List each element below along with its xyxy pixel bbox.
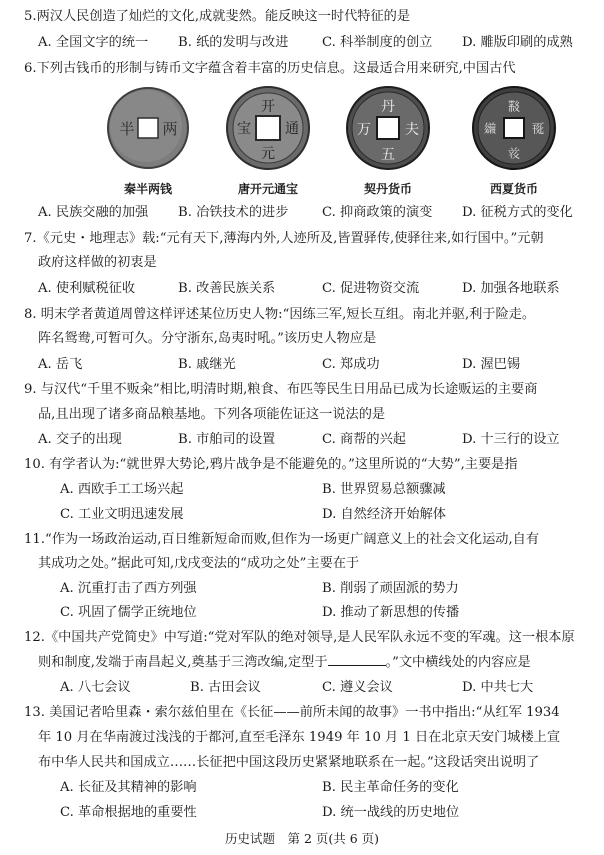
coin-tang-glyph-bottom: 元 [261, 146, 275, 162]
q8-option-a: A. 岳飞 [38, 357, 83, 372]
q12-option-d: D. 中共七大 [462, 680, 534, 695]
coin-xia-glyph-left: 𗫠 [483, 122, 497, 137]
q10-option-d: D. 自然经济开始解体 [322, 507, 446, 522]
q12-answer-blank [328, 653, 386, 666]
coin-xia-caption: 西夏货币 [489, 182, 538, 196]
coin-tang-kaiyuan-image [218, 76, 318, 180]
q13-option-c: C. 革命根据地的重要性 [60, 805, 197, 820]
coin-western-xia [464, 76, 564, 196]
q10-option-a: A. 西欧手工工场兴起 [60, 482, 184, 497]
coin-xia-glyph-top: 𘜶 [507, 100, 521, 115]
q5-option-c: C. 科举制度的创立 [322, 35, 433, 50]
q5-stem: 5.两汉人民创造了灿烂的文化,成就斐然。能反映这一时代特征的是 [24, 9, 411, 24]
coin-qin-glyph-left: 半 [119, 120, 135, 138]
q11-option-a: A. 沉重打击了西方列强 [60, 581, 197, 596]
q12-stem-line1: 12.《中国共产党简史》中写道:“党对军队的绝对领导,是人民军队永远不变的军魂。这一根本原 [24, 630, 575, 645]
q13-stem-line1: 13. 美国记者哈里森・索尔兹伯里在《长征——前所未闻的故事》一书中指出:“从红军 1934 [24, 705, 560, 720]
coin-tang-glyph-left: 宝 [237, 121, 251, 137]
coin-khitan-glyph-top: 丹 [381, 99, 395, 115]
q9-stem-line1: 9. 与汉代“千里不贩籴”相比,明清时期,粮食、布匹等民生日用品已成为长途贩运的主要商 [24, 382, 538, 397]
coin-western-xia-image [464, 76, 564, 180]
q7-stem-line1: 7.《元史・地理志》载:“元有天下,薄海内外,人迹所及,皆置驿传,使驿往来,如行国中。”元朝 [24, 231, 544, 246]
q5-option-a: A. 全国文字的统一 [38, 35, 149, 50]
q10-option-c: C. 工业文明迅速发展 [60, 507, 184, 522]
q12-option-a: A. 八七会议 [60, 680, 131, 695]
q11-option-b: B. 削弱了顽固派的势力 [322, 581, 459, 596]
coin-qin-caption: 秦半两钱 [123, 182, 172, 196]
q12-option-b: B. 古田会议 [190, 680, 261, 695]
coin-qin-banliang-image [98, 76, 198, 180]
coin-tang-caption: 唐开元通宝 [237, 182, 298, 196]
q11-option-c: C. 巩固了儒学正统地位 [60, 605, 197, 620]
coin-tang-glyph-right: 通 [285, 121, 299, 137]
q13-option-a: A. 长征及其精神的影响 [60, 780, 197, 795]
q6-option-b: B. 冶铁技术的进步 [178, 205, 289, 220]
q9-option-d: D. 十三行的设立 [462, 432, 560, 447]
q8-stem-line2: 阵名鸳鸯,可暂可久。分守浙东,岛夷时吼。”该历史人物应是 [38, 331, 377, 346]
coin-khitan-glyph-left: 万 [357, 122, 371, 138]
coin-qin-banliang [98, 76, 198, 196]
q13-stem-line3: 布中华人民共和国成立……长征把中国这段历史紧紧地联系在一起。”这段话突出说明了 [38, 755, 540, 770]
q11-option-d: D. 推动了新思想的传播 [322, 605, 460, 620]
coin-xia-glyph-bottom: 𘝞 [507, 147, 521, 162]
q8-option-c: C. 郑成功 [322, 357, 380, 372]
q5-option-d: D. 雕版印刷的成熟 [462, 35, 573, 50]
page-footer: 历史试题 第 2 页(共 6 页) [224, 831, 380, 846]
q12-stem-line2-before: 则和制度,发端于南昌起义,奠基于三湾改编,定型于 [38, 655, 328, 670]
q13-option-b: B. 民主革命任务的变化 [322, 780, 459, 795]
coin-qin-glyph-right: 两 [162, 120, 178, 138]
q9-option-b: B. 市舶司的设置 [178, 432, 276, 447]
q7-option-c: C. 促进物资交流 [322, 281, 420, 296]
q7-option-a: A. 使利赋税征收 [38, 281, 136, 296]
q12-option-c: C. 遵义会议 [322, 680, 393, 695]
coin-khitan-caption: 契丹货币 [363, 182, 412, 196]
q5-option-b: B. 纸的发明与改进 [178, 35, 289, 50]
q9-option-a: A. 交子的出现 [38, 432, 122, 447]
coin-xia-glyph-right: 𗀔 [531, 122, 545, 137]
q8-stem-line1: 8. 明末学者黄道周曾这样评述某位历史人物:“因练三军,短长互组。南北并驱,利于险走。 [24, 307, 536, 322]
coin-khitan-glyph-bottom: 五 [381, 147, 395, 163]
q8-option-b: B. 戚继光 [178, 357, 236, 372]
coin-figure [0, 76, 604, 196]
coin-khitan-image [338, 76, 438, 180]
q8-option-d: D. 渥巴锡 [462, 357, 521, 372]
q9-stem-line2: 品,且出现了诸多商品粮基地。下列各项能佐证这一说法的是 [38, 407, 386, 422]
coin-tang-kaiyuan [218, 76, 318, 196]
q6-stem: 6.下列古钱币的形制与铸币文字蕴含着丰富的历史信息。这最适合用来研究,中国古代 [24, 61, 516, 76]
coin-tang-glyph-top: 开 [261, 99, 275, 115]
q13-option-d: D. 统一战线的历史地位 [322, 805, 460, 820]
q11-stem-line1: 11.“作为一场政治运动,百日维新短命而败,但作为一场更广阔意义上的社会文化运动,自有 [24, 532, 540, 547]
q6-option-a: A. 民族交融的加强 [38, 205, 149, 220]
q12-stem-line2-after: 。”文中横线处的内容应是 [385, 655, 531, 670]
coin-khitan [338, 76, 438, 196]
coin-khitan-glyph-right: 夫 [405, 122, 419, 138]
q7-stem-line2: 政府这样做的初衷是 [38, 255, 157, 270]
q10-stem: 10. 有学者认为:“就世界大势论,鸦片战争是不能避免的。”这里所说的“大势”,主要是指 [24, 457, 518, 472]
q6-option-d: D. 征税方式的变化 [462, 205, 573, 220]
q10-option-b: B. 世界贸易总额骤减 [322, 482, 446, 497]
q12-stem-line2 [38, 653, 531, 673]
q7-option-d: D. 加强各地联系 [462, 281, 560, 296]
q11-stem-line2: 其成功之处。”据此可知,戊戌变法的“成功之处”主要在于 [38, 556, 360, 571]
q7-option-b: B. 改善民族关系 [178, 281, 276, 296]
q13-stem-line2: 年 10 月在华南渡过浅浅的于都河,直至毛泽东 1949 年 10 月 1 日在北京天安门城楼上宣 [38, 730, 561, 745]
q6-option-c: C. 抑商政策的演变 [322, 205, 433, 220]
q9-option-c: C. 商帮的兴起 [322, 432, 406, 447]
